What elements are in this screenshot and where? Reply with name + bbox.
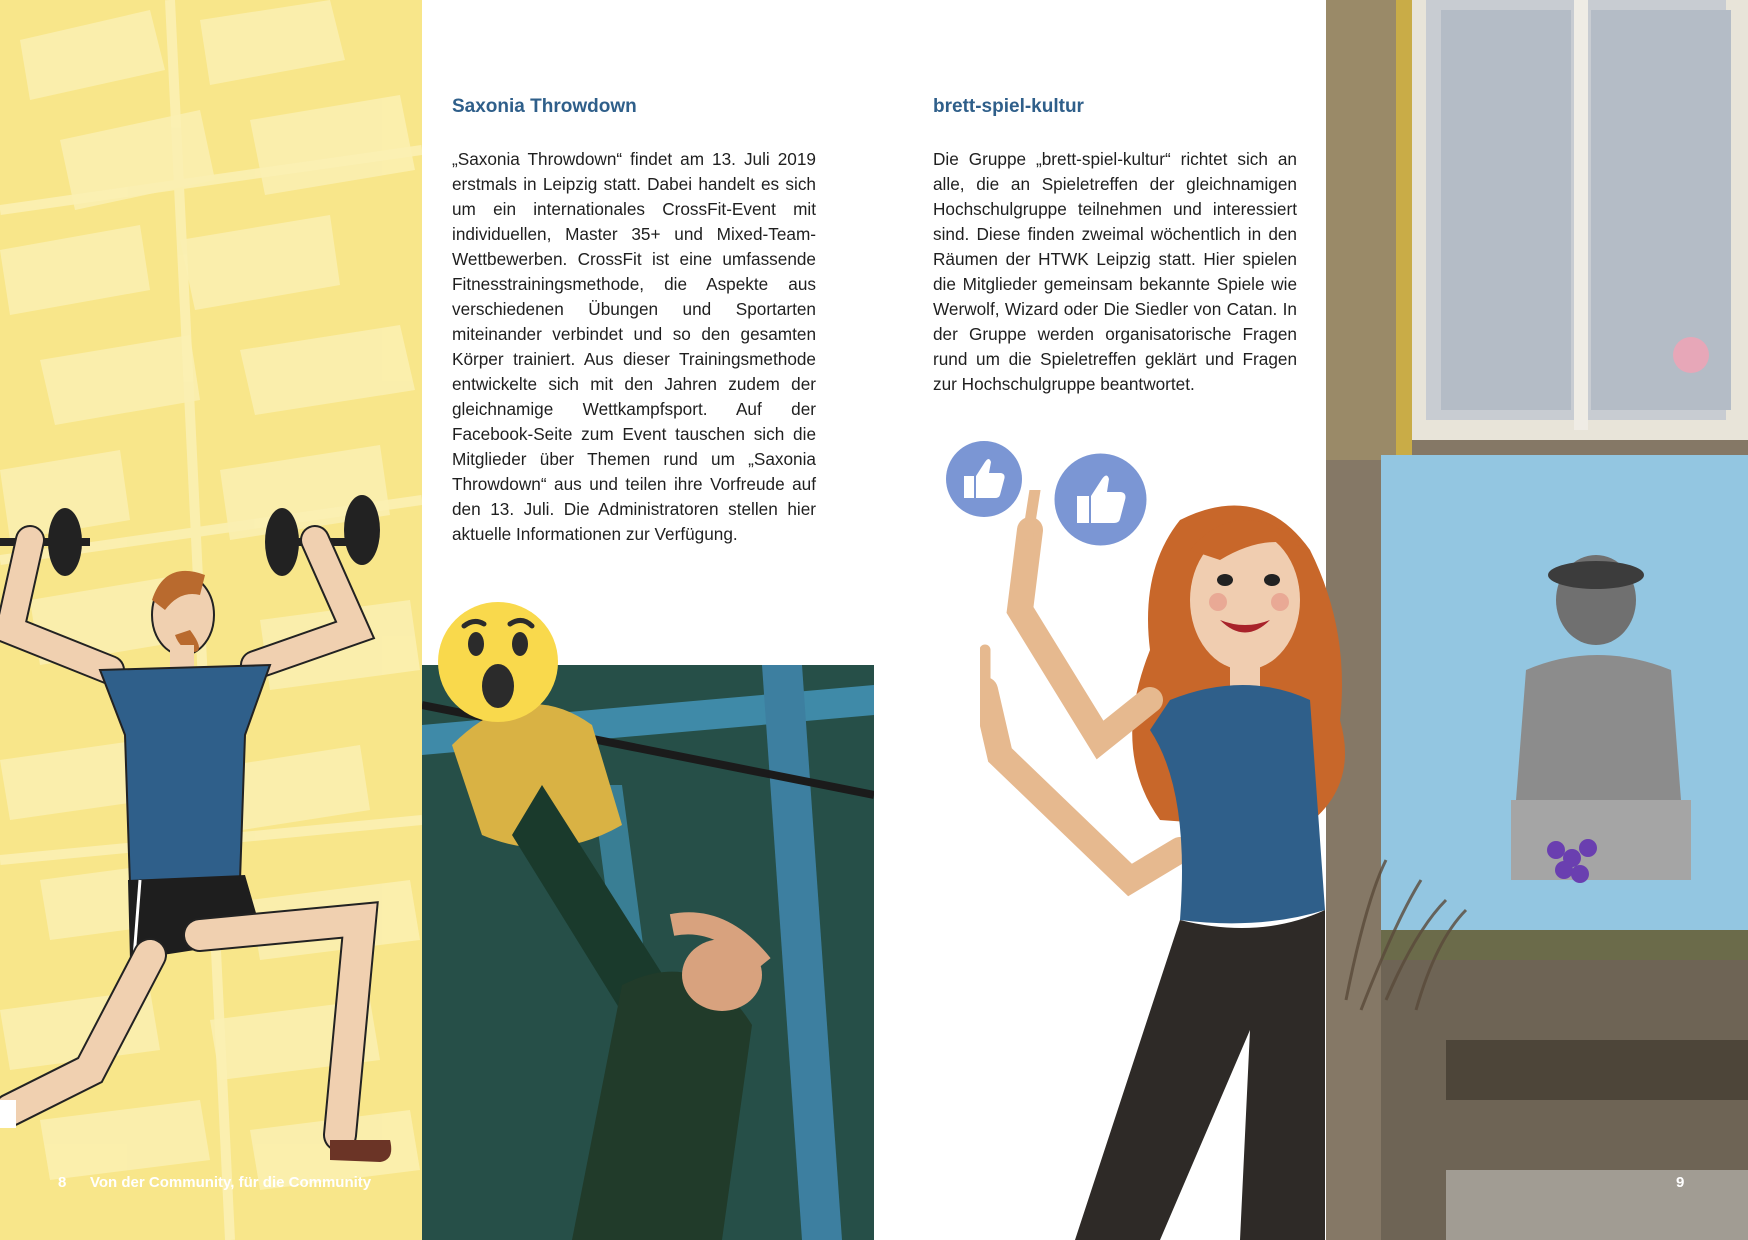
surprised-emoji-icon xyxy=(436,600,560,724)
brett-spiel-kultur-heading: brett-spiel-kultur xyxy=(933,96,1084,117)
page-number-right: 9 xyxy=(1676,1174,1685,1191)
man-dumbbell-illustration xyxy=(0,480,420,1180)
crossfit-gym-photo xyxy=(422,665,874,1240)
brett-spiel-kultur-body-text: Die Gruppe „brett-spiel-kultur“ richtet sich an alle, die an Spieletreffen der gleichnamigen Hochschulgruppe teilnehmen und interessiert sind. Diese finden zweimal wöchentlich in den Räumen der HTWK Leipzig statt. Hier spielen die Mitglieder gemeinsam bekannte Spiele wie Werwolf, Wizard oder Die Siedler von Catan. In der Gruppe werden organisatorische Fragen rund um die Spieletreffen geklärt und Fragen zur Hochschulgruppe beantwortet. xyxy=(933,149,1297,394)
woman-pointing-illustration xyxy=(980,490,1430,1240)
footer-section-title: Von der Community, für die Community xyxy=(90,1174,372,1191)
saxonia-body-text: „Saxonia Throwdown“ findet am 13. Juli 2019 erstmals in Leipzig statt. Dabei handelt es sich um ein internationales CrossFit-Event mit individuellen, Master 35+ und Mixed-Team-Wettbewerben. CrossFit ist eine umfassende Fitnesstrainingsmethode, die Aspekte aus verschiedenen Übungen und Sportarten miteinander verbindet und so den gesamten Körper trainiert. Aus dieser Trainingsmethode entwickelte sich mit den Jahren zudem der gleichnamige Wettkampfsport. Auf der Facebook-Seite zum Event tauschen sich die Mitglieder über Themen rund um „Saxonia Throwdown“ aus und teilen ihre Vorfreude auf den 13. Juli. Die Administratoren stellen hier aktuelle Informationen zur Verfügung. xyxy=(452,149,816,544)
page-number-left: 8 xyxy=(58,1174,67,1191)
saxonia-heading: Saxonia Throwdown xyxy=(452,96,637,117)
